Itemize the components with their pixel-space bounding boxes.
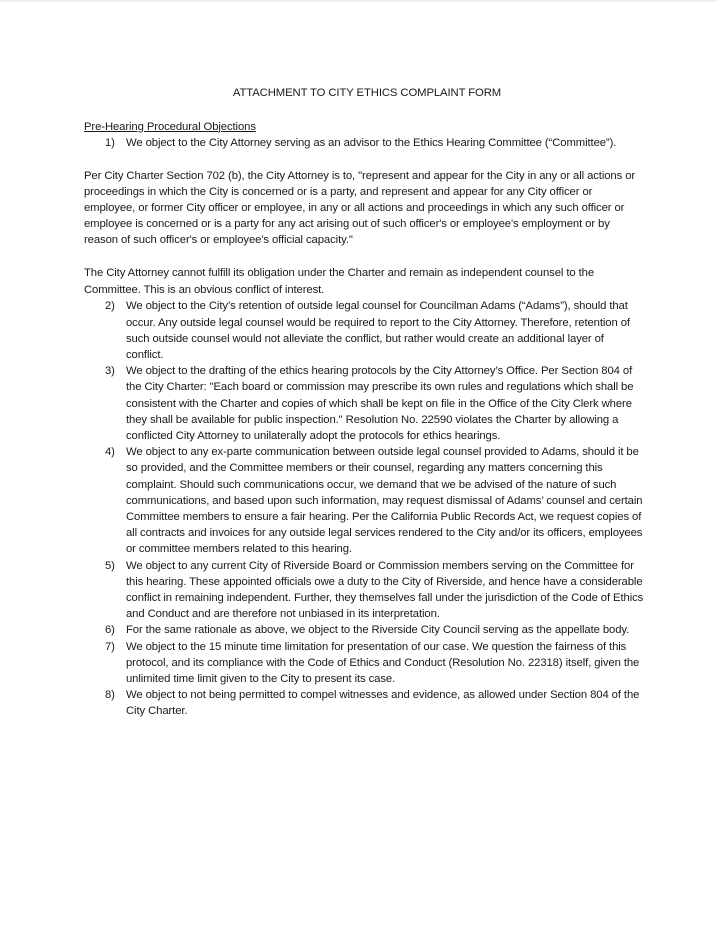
charter-quote-paragraph: Per City Charter Section 702 (b), the City Attorney is to, "represent and appear for the City in any or all actions or proceedings in which the City is concerned or is a party, and represent and appear for any City officer or employee, or former City officer or employee, in any or all actions and proceedings in which any such officer or employee is concerned or is a party for any act arising out of such officer's or employee's employment or by reason of such officer's or employee's official capacity." bbox=[84, 170, 636, 246]
objection-number: 3) bbox=[105, 365, 115, 378]
objections-list-part1 bbox=[84, 136, 644, 152]
objection-number: 4) bbox=[105, 446, 115, 459]
objection-text: For the same rationale as above, we object to the Riverside City Council serving as the appellate body. bbox=[126, 624, 630, 637]
objection-item bbox=[84, 639, 644, 688]
objections-list-part2 bbox=[84, 298, 644, 719]
objection-number: 8) bbox=[105, 689, 115, 702]
section-heading: Pre-Hearing Procedural Objections bbox=[84, 120, 256, 133]
objection-text: We object to the 15 minute time limitation for presentation of our case. We question the fairness of this protocol, and its compliance with the Code of Ethics and Conduct (Resolution No. 22318) itself, given the unlimited time limit given to the City to present its case. bbox=[126, 640, 640, 686]
objection-item bbox=[84, 298, 644, 363]
objection-text: We object to not being permitted to compel witnesses and evidence, as allowed under Section 804 of the City Charter. bbox=[126, 689, 640, 718]
objection-text: We object to any current City of Riverside Board or Commission members serving on the Committee for this hearing. These appointed officials owe a duty to the City of Riverside, and hence have a considerable conflict in remaining independent. Further, they themselves fall under the jurisdiction of the Code of Ethics and Conduct and are therefore not unbiased in its interpretation. bbox=[126, 559, 644, 621]
conflict-paragraph: The City Attorney cannot fulfill its obligation under the Charter and remain as independent counsel to the Committee. This is an obvious conflict of interest. bbox=[84, 267, 595, 296]
objection-item bbox=[84, 622, 644, 638]
objection-text: We object to any ex-parte communication between outside legal counsel provided to Adams, should it be so provided, and the Committee members or their counsel, regarding any matters concerning this complaint. Should such communications occur, we demand that we be advised of the nature of such communications, and based upon such information, may request dismissal of Adams’ counsel and certain Committee members to ensure a fair hearing. Per the California Public Records Act, we request copies of all contracts and invoices for any outside legal services rendered to the City and/or its officers, employees or committee members related to this hearing. bbox=[126, 446, 643, 556]
objection-text: We object to the City’s retention of outside legal counsel for Councilman Adams (“Adams”), should that occur. Any outside legal counsel would be required to report to the City Attorney. Therefore, retention of such outside counsel would not alleviate the conflict, but rather would create an additional layer of conflict. bbox=[126, 300, 630, 361]
objection-item bbox=[84, 558, 644, 623]
objection-number: 7) bbox=[105, 640, 115, 653]
document-title: ATTACHMENT TO CITY ETHICS COMPLAINT FORM bbox=[232, 87, 502, 99]
objection-number: 6) bbox=[105, 624, 115, 637]
objection-item bbox=[84, 687, 644, 719]
objection-text: We object to the City Attorney serving as an advisor to the Ethics Hearing Committee (“Committee”). bbox=[126, 136, 617, 149]
objection-item bbox=[84, 136, 644, 152]
objection-number: 2) bbox=[105, 300, 115, 313]
objection-number: 1) bbox=[105, 136, 115, 149]
document-page bbox=[84, 86, 644, 720]
objection-text: We object to the drafting of the ethics hearing protocols by the City Attorney’s Office. Per Section 804 of the City Charter: "Each board or commission may prescribe its own rules and regulations which shall be consistent with the Charter and copies of which shall be kept on file in the Office of the City Clerk where they shall be available for public inspection." Resolution No. 22590 violates the Charter by allowing a conflicted City Attorney to unilaterally adopt the protocols for ethics hearings. bbox=[126, 365, 634, 442]
objection-number: 5) bbox=[105, 559, 115, 572]
objection-item bbox=[84, 363, 644, 444]
objection-item bbox=[84, 444, 644, 557]
